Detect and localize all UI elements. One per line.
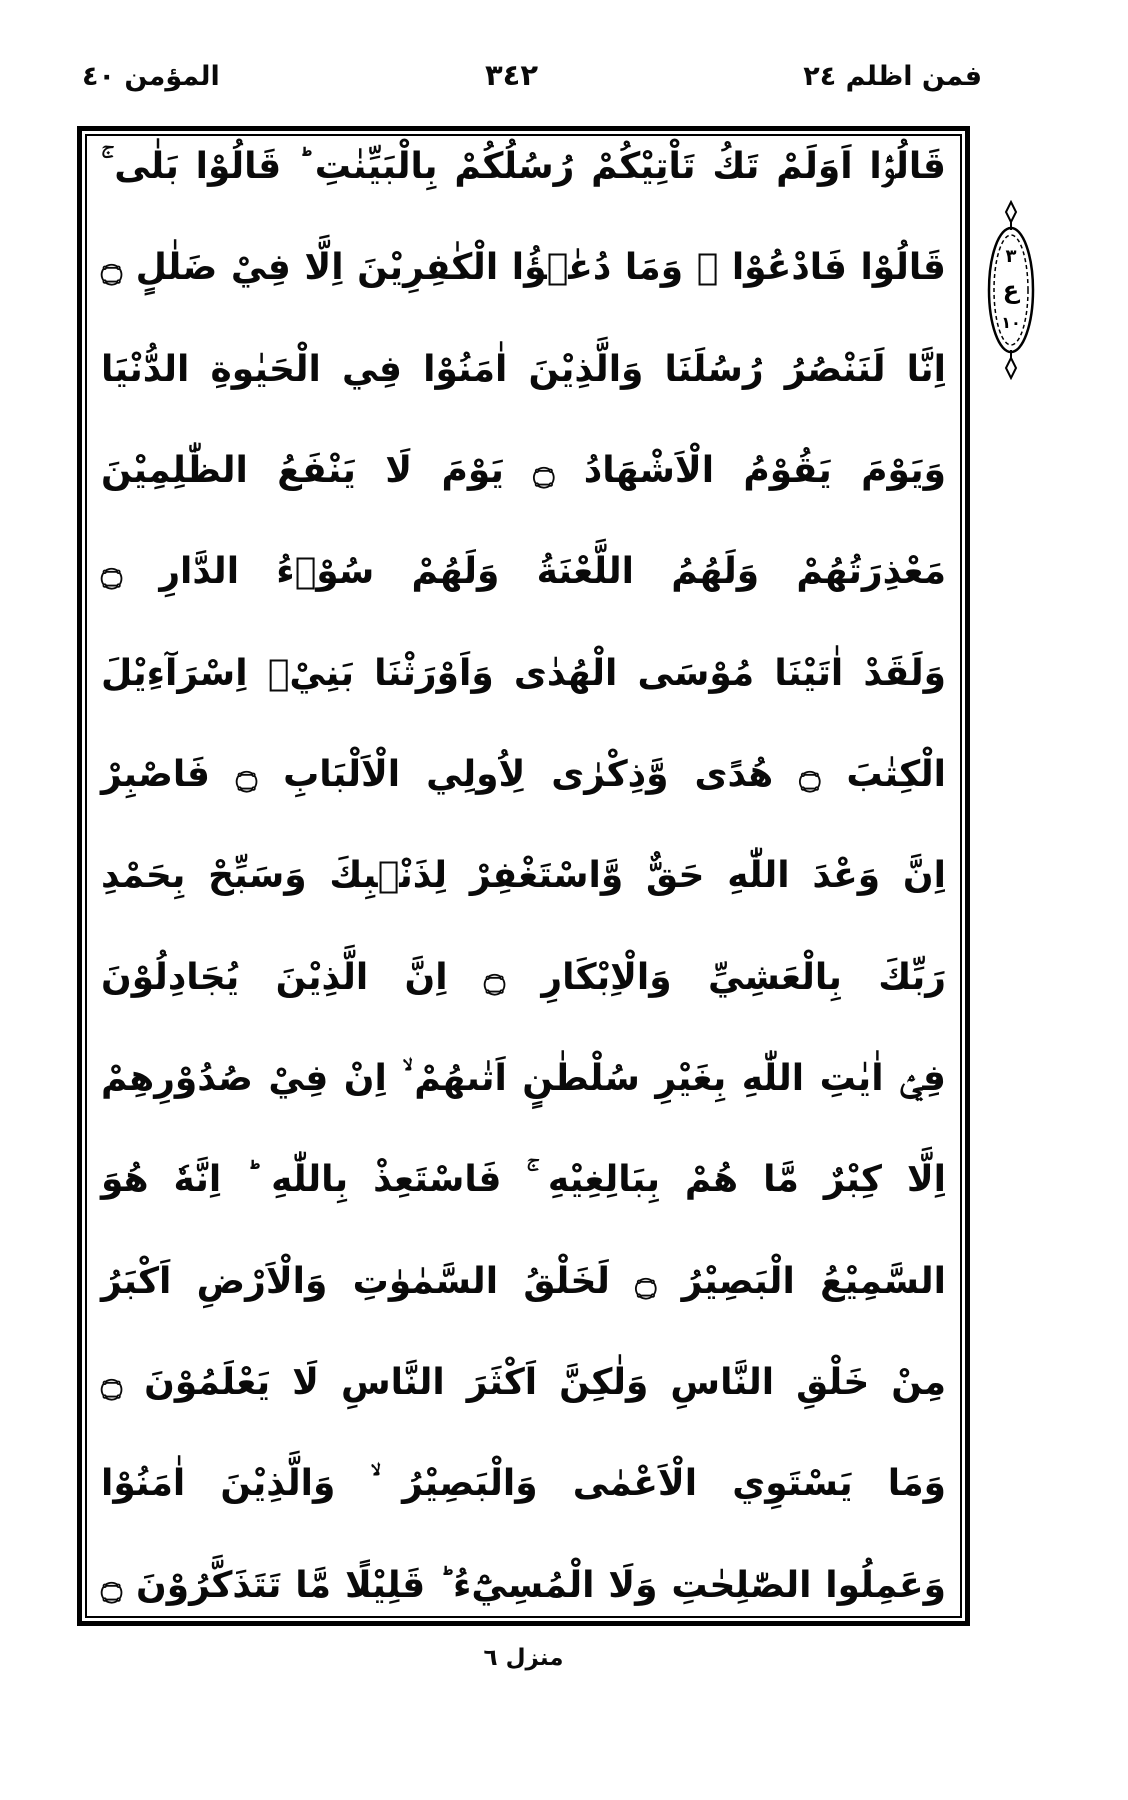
- ruku-ain-marker: ع: [1002, 276, 1020, 304]
- surah-name-label: المؤمن ٤٠: [82, 61, 220, 92]
- quran-text-line: اِنَّ وَعْدَ اللّٰهِ حَقٌّ وَّاسْتَغْفِرْ لِذَنْۢبِكَ وَسَبِّحْ بِحَمْدِ: [101, 855, 946, 897]
- text-frame-inner-border: [85, 134, 962, 1618]
- ruku-ornament: [985, 200, 1037, 380]
- quran-text-line: فِيْۤ اٰيٰتِ اللّٰهِ بِغَيْرِ سُلْطٰنٍ اَتٰىهُمْ ۙ اِنْ فِيْ صُدُوْرِهِمْ: [101, 1057, 946, 1099]
- ruku-number-bottom: ١٠: [1001, 313, 1021, 332]
- juz-name-label: فمن اظلم ٢٤: [803, 61, 982, 92]
- quran-text-line: اِلَّا كِبْرٌ مَّا هُمْ بِبَالِغِيْهِ ۚ فَاسْتَعِذْ بِاللّٰهِ ؕ اِنَّهٗ هُوَ: [101, 1159, 946, 1201]
- ruku-ornament-icon: [985, 200, 1037, 380]
- quran-text-line: مَعْذِرَتُهُمْ وَلَهُمُ اللَّعْنَةُ وَلَهُمْ سُوْۤءُ الدَّارِ ۝: [101, 551, 946, 593]
- quran-text-line: اِنَّا لَنَنْصُرُ رُسُلَنَا وَالَّذِيْنَ اٰمَنُوْا فِي الْحَيٰوةِ الدُّنْيَا: [101, 348, 946, 390]
- page-header: [82, 58, 982, 92]
- quran-text-line: قَالُوْا فَادْعُوْا ۚ وَمَا دُعٰۤؤُا الْكٰفِرِيْنَ اِلَّا فِيْ ضَلٰلٍ ۝: [101, 247, 946, 289]
- quran-text-line: وَمَا يَسْتَوِي الْاَعْمٰى وَالْبَصِيْرُ ۙ وَالَّذِيْنَ اٰمَنُوْا: [101, 1463, 946, 1505]
- quran-text-line: الْكِتٰبَ ۝ هُدًى وَّذِكْرٰى لِاُولِي الْاَلْبَابِ ۝ فَاصْبِرْ: [101, 753, 946, 795]
- quran-text-line: وَعَمِلُوا الصّٰلِحٰتِ وَلَا الْمُسِيْٓءُ ؕ قَلِيْلًا مَّا تَتَذَكَّرُوْنَ ۝: [101, 1564, 946, 1606]
- quran-text-line: السَّمِيْعُ الْبَصِيْرُ ۝ لَخَلْقُ السَّمٰوٰتِ وَالْاَرْضِ اَكْبَرُ: [101, 1260, 947, 1302]
- quran-text-line: قَالُوْۤا اَوَلَمْ تَكُ تَاْتِيْكُمْ رُسُلُكُمْ بِالْبَيِّنٰتِ ؕ قَالُوْا بَلٰى ۚ: [101, 146, 946, 187]
- quran-text-line: مِنْ خَلْقِ النَّاسِ وَلٰكِنَّ اَكْثَرَ النَّاسِ لَا يَعْلَمُوْنَ ۝: [101, 1361, 946, 1403]
- ruku-number-top: ٣: [1005, 246, 1017, 267]
- quran-text-line: وَيَوْمَ يَقُوْمُ الْاَشْهَادُ ۝ يَوْمَ لَا يَنْفَعُ الظّٰلِمِيْنَ: [101, 449, 946, 491]
- quran-text-block: [101, 146, 946, 1606]
- manzil-label: منزل ٦: [483, 1645, 564, 1671]
- text-frame-border: [77, 126, 970, 1626]
- page-number: ٣٤٢: [484, 58, 539, 92]
- quran-text-line: رَبِّكَ بِالْعَشِيِّ وَالْاِبْكَارِ ۝ اِنَّ الَّذِيْنَ يُجَادِلُوْنَ: [101, 956, 946, 998]
- quran-text-line: وَلَقَدْ اٰتَيْنَا مُوْسَى الْهُدٰى وَاَوْرَثْنَا بَنِيْۤ اِسْرَآءِيْلَ: [101, 652, 946, 694]
